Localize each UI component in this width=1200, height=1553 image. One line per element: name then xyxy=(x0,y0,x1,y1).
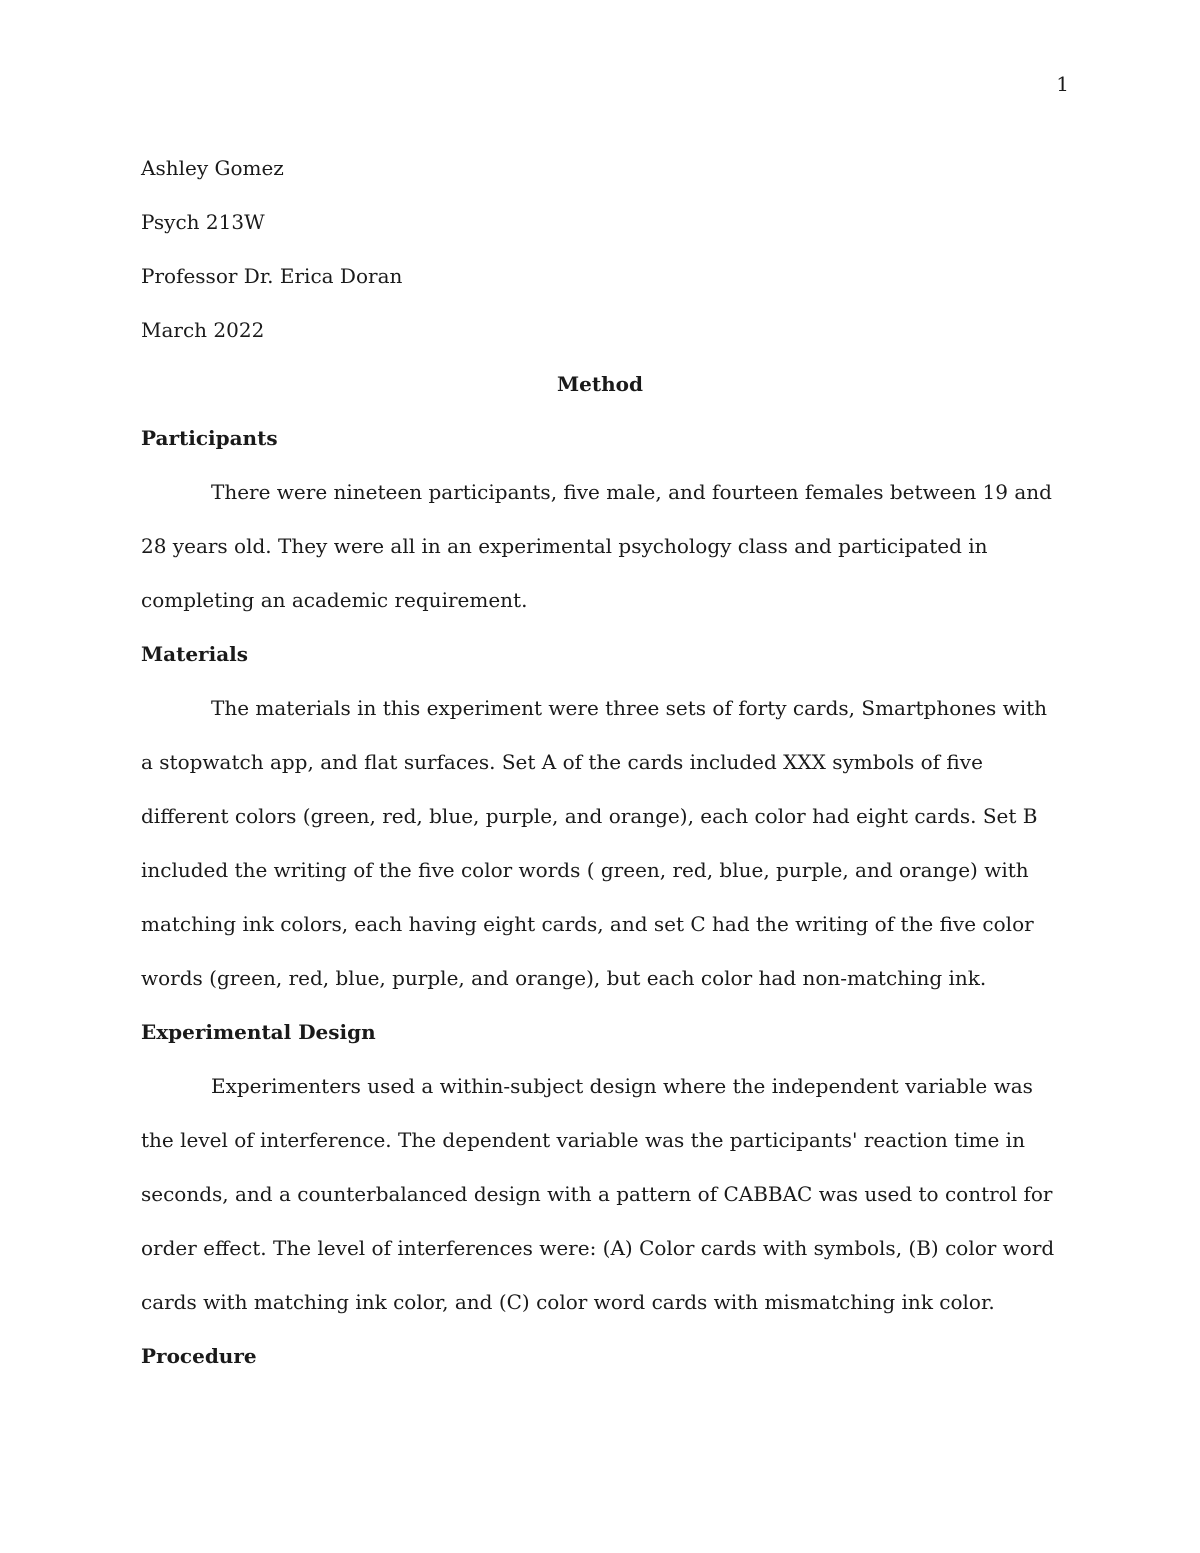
section-title-method: Method xyxy=(557,372,643,396)
heading-materials: Materials xyxy=(141,642,249,666)
course-name: Psych 213W xyxy=(141,210,265,234)
heading-procedure: Procedure xyxy=(141,1344,257,1368)
page-number: 1 xyxy=(1056,72,1069,96)
paragraph-participants: There were nineteen participants, five male, and fourteen females between 19 and 28 years old. They were all in an experimental psychology class and participated in completing an academic requirement. xyxy=(141,480,1052,612)
heading-experimental-design: Experimental Design xyxy=(141,1020,376,1044)
document-body xyxy=(141,141,1059,1383)
heading-participants: Participants xyxy=(141,426,278,450)
paragraph-experimental-design: Experimenters used a within-subject design where the independent variable was the level of interference. The dependent variable was the participants' reaction time in seconds, and a counterbalanced design with a pattern of CABBAC was used to control for order effect. The level of interferences were: (A) Color cards with symbols, (B) color word cards with matching ink color, and (C) color word cards with mismatching ink color. xyxy=(141,1074,1055,1314)
author-name: Ashley Gomez xyxy=(141,156,284,180)
paragraph-materials: The materials in this experiment were three sets of forty cards, Smartphones with a stopwatch app, and flat surfaces. Set A of the cards included XXX symbols of five different colors (green, red, blue, purple, and orange), each color had eight cards. Set B included the writing of the five color words ( green, red, blue, purple, and orange) with matching ink colors, each having eight cards, and set C had the writing of the five color words (green, red, blue, purple, and orange), but each color had non-matching ink. xyxy=(141,696,1048,990)
document-date: March 2022 xyxy=(141,318,265,342)
instructor-name: Professor Dr. Erica Doran xyxy=(141,264,403,288)
